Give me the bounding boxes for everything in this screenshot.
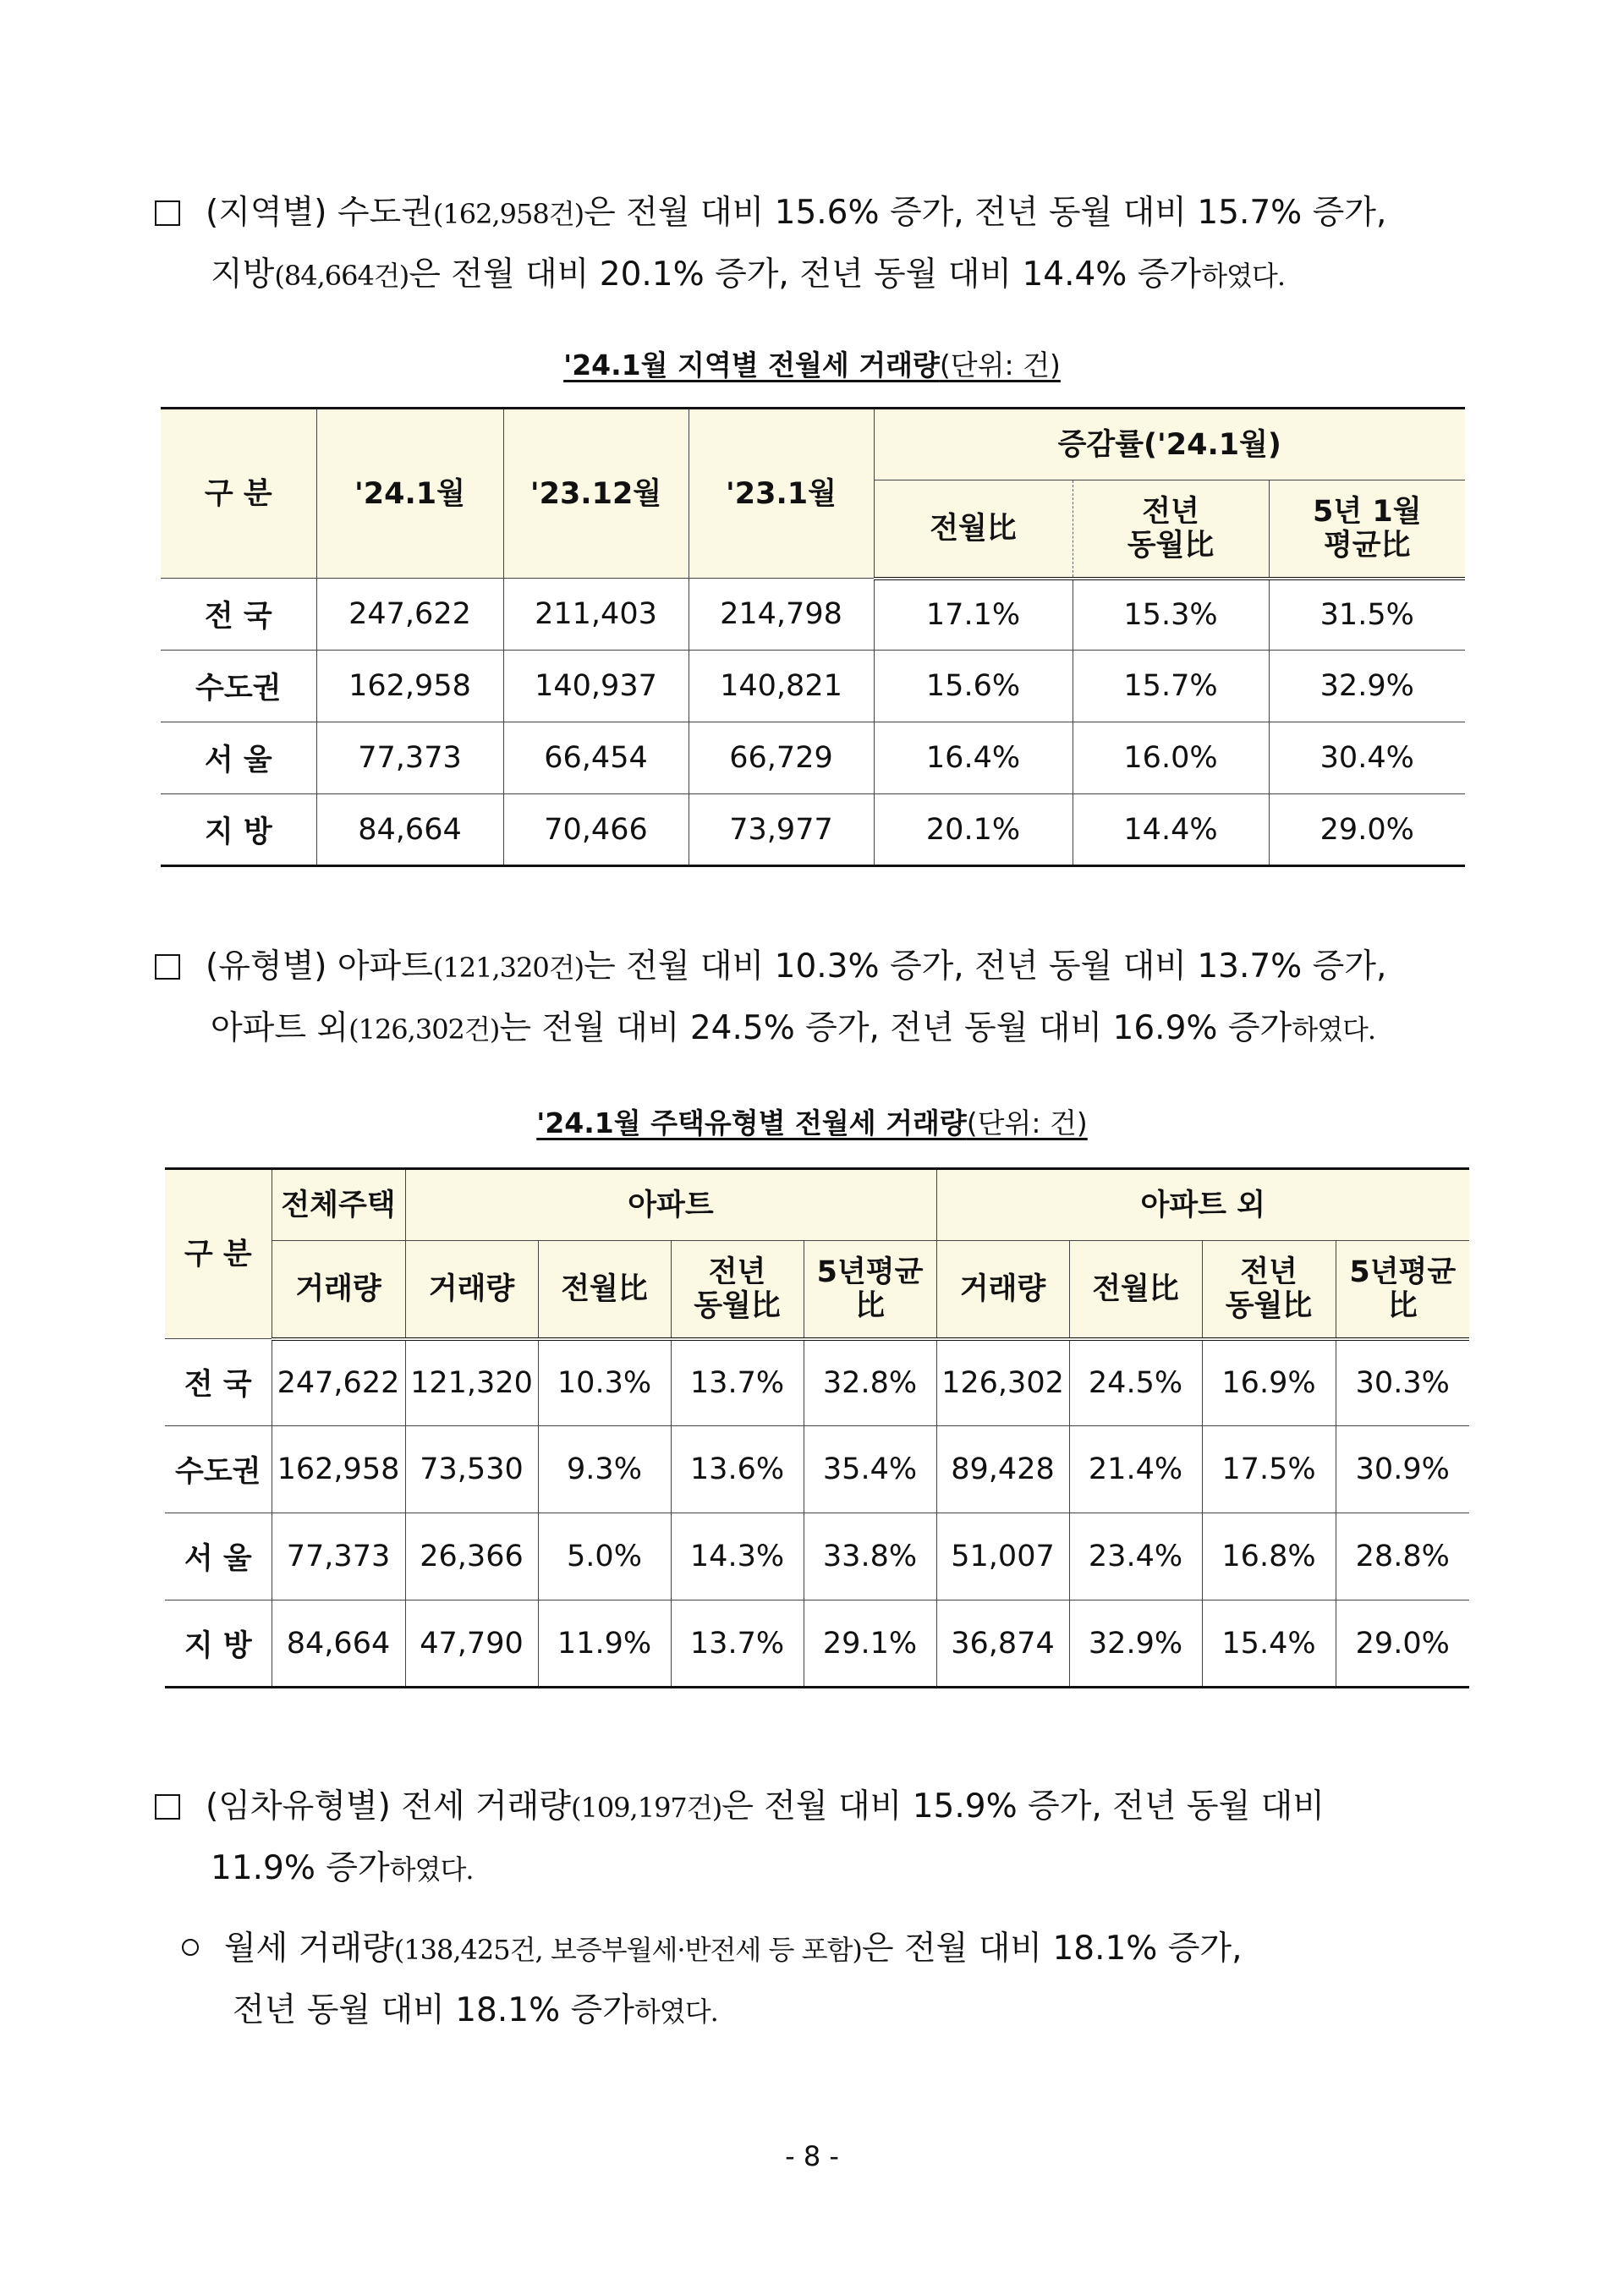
cell: 66,454: [503, 722, 689, 794]
table-row: [165, 1513, 1469, 1600]
cell: 17.1%: [874, 579, 1073, 651]
paragraph-line: 아파트 외(126,302건)는 전월 대비 24.5% 증가, 전년 동월 대비 16.9% 증가하였다.: [211, 1009, 1376, 1047]
cell: 32.9%: [1269, 651, 1465, 722]
cell: 15.4%: [1202, 1600, 1336, 1688]
table-caption: [0, 1101, 1624, 1141]
header-yoy: 전년 동월比: [1202, 1241, 1336, 1339]
cell: 13.7%: [671, 1339, 804, 1426]
cell: 16.8%: [1202, 1513, 1336, 1600]
cell: 89,428: [936, 1426, 1069, 1513]
header-volume: 거래량: [405, 1241, 538, 1339]
cell: 47,790: [405, 1600, 538, 1688]
paragraph-line: 지방(84,664건)은 전월 대비 20.1% 증가, 전년 동월 대비 14.4% 증가하였다.: [211, 255, 1286, 294]
header-yoy: 전년 동월比: [671, 1241, 804, 1339]
header-avg5: 5년 1월 평균比: [1269, 480, 1465, 579]
cell: 26,366: [405, 1513, 538, 1600]
table-title: '24.1월 주택유형별 전월세 거래량: [536, 1106, 967, 1139]
cell: 247,622: [316, 579, 503, 651]
checkbox-bullet-icon: [155, 954, 180, 980]
cell: 14.3%: [671, 1513, 804, 1600]
cell: 126,302: [936, 1339, 1069, 1426]
cell: 73,530: [405, 1426, 538, 1513]
cell: 33.8%: [804, 1513, 936, 1600]
header-col-2: '23.12월: [503, 409, 689, 579]
cell: 247,622: [272, 1339, 405, 1426]
header-mom: 전월比: [538, 1241, 671, 1339]
cell: 15.6%: [874, 651, 1073, 722]
header-avg5: 5년평균 比: [1336, 1241, 1469, 1339]
cell: 35.4%: [804, 1426, 936, 1513]
header-yoy: 전년 동월比: [1073, 480, 1269, 579]
header-gubun: 구 분: [165, 1169, 272, 1339]
row-label: 수도권: [165, 1426, 272, 1513]
cell: 11.9%: [538, 1600, 671, 1688]
row-label: 전 국: [165, 1339, 272, 1426]
header-total-housing: 전체주택: [272, 1169, 405, 1241]
cell: 13.6%: [671, 1426, 804, 1513]
cell: 15.7%: [1073, 651, 1269, 722]
header-avg5: 5년평균 比: [804, 1241, 936, 1339]
cell: 214,798: [689, 579, 874, 651]
row-label: 수도권: [161, 651, 316, 722]
cell: 211,403: [503, 579, 689, 651]
regional-transaction-table: [161, 407, 1465, 867]
row-label: 지 방: [165, 1600, 272, 1688]
cell: 30.9%: [1336, 1426, 1469, 1513]
header-non-apartment: 아파트 외: [936, 1169, 1469, 1241]
cell: 29.0%: [1269, 794, 1465, 866]
cell: 13.7%: [671, 1600, 804, 1688]
table-row: [165, 1339, 1469, 1426]
cell: 10.3%: [538, 1339, 671, 1426]
cell: 16.0%: [1073, 722, 1269, 794]
paragraph-monthly-rent: [182, 1919, 1518, 2042]
paragraph-lease-type: [155, 1776, 1491, 1900]
cell: 17.5%: [1202, 1426, 1336, 1513]
header-volume: 거래량: [272, 1241, 405, 1339]
cell: 15.3%: [1073, 579, 1269, 651]
cell: 140,937: [503, 651, 689, 722]
header-col-1: '24.1월: [316, 409, 503, 579]
page-number: - 8 -: [785, 2140, 839, 2172]
cell: 23.4%: [1069, 1513, 1202, 1600]
cell: 29.0%: [1336, 1600, 1469, 1688]
row-label: 전 국: [161, 579, 316, 651]
cell: 32.9%: [1069, 1600, 1202, 1688]
table-row: [165, 1600, 1469, 1688]
cell: 121,320: [405, 1339, 538, 1426]
header-volume: 거래량: [936, 1241, 1069, 1339]
housing-type-transaction-table: [165, 1167, 1469, 1688]
cell: 77,373: [316, 722, 503, 794]
header-mom: 전월比: [874, 480, 1073, 579]
cell: 162,958: [316, 651, 503, 722]
table-row: [165, 1426, 1469, 1513]
paragraph-line: 전년 동월 대비 18.1% 증가하였다.: [233, 1991, 718, 2029]
circle-bullet-icon: [182, 1939, 199, 1956]
paragraph-line: (지역별) 수도권(162,958건)은 전월 대비 15.6% 증가, 전년 동월 대비 15.7% 증가,: [155, 183, 1491, 244]
header-change-rate: 증감률('24.1월): [874, 409, 1465, 480]
cell: 73,977: [689, 794, 874, 866]
cell: 31.5%: [1269, 579, 1465, 651]
cell: 14.4%: [1073, 794, 1269, 866]
cell: 30.4%: [1269, 722, 1465, 794]
table-row: [161, 651, 1465, 722]
table-unit: (단위: 건): [966, 1106, 1088, 1139]
cell: 20.1%: [874, 794, 1073, 866]
cell: 30.3%: [1336, 1339, 1469, 1426]
cell: 66,729: [689, 722, 874, 794]
paragraph-region: [155, 183, 1491, 306]
table-caption: [0, 343, 1624, 383]
row-label: 서 울: [161, 722, 316, 794]
header-col-3: '23.1월: [689, 409, 874, 579]
cell: 9.3%: [538, 1426, 671, 1513]
header-mom: 전월比: [1069, 1241, 1202, 1339]
paragraph-line: (유형별) 아파트(121,320건)는 전월 대비 10.3% 증가, 전년 동월 대비 13.7% 증가,: [155, 936, 1491, 998]
paragraph-type: [155, 936, 1491, 1060]
cell: 21.4%: [1069, 1426, 1202, 1513]
cell: 70,466: [503, 794, 689, 866]
table-row: [161, 794, 1465, 866]
paragraph-line: 11.9% 증가하였다.: [211, 1849, 474, 1887]
cell: 29.1%: [804, 1600, 936, 1688]
table-unit: (단위: 건): [939, 349, 1061, 382]
cell: 84,664: [272, 1600, 405, 1688]
cell: 36,874: [936, 1600, 1069, 1688]
table-title: '24.1월 지역별 전월세 거래량: [563, 349, 940, 382]
cell: 77,373: [272, 1513, 405, 1600]
row-label: 지 방: [161, 794, 316, 866]
row-label: 서 울: [165, 1513, 272, 1600]
table-row: [161, 722, 1465, 794]
header-gubun: 구 분: [161, 409, 316, 579]
cell: 16.4%: [874, 722, 1073, 794]
paragraph-line: (임차유형별) 전세 거래량(109,197건)은 전월 대비 15.9% 증가, 전년 동월 대비: [155, 1776, 1491, 1838]
checkbox-bullet-icon: [155, 200, 180, 226]
cell: 51,007: [936, 1513, 1069, 1600]
cell: 28.8%: [1336, 1513, 1469, 1600]
header-apartment: 아파트: [405, 1169, 936, 1241]
cell: 140,821: [689, 651, 874, 722]
cell: 5.0%: [538, 1513, 671, 1600]
checkbox-bullet-icon: [155, 1794, 180, 1820]
paragraph-line: 월세 거래량(138,425건, 보증부월세·반전세 등 포함)은 전월 대비 18.1% 증가,: [182, 1919, 1518, 1980]
cell: 162,958: [272, 1426, 405, 1513]
cell: 84,664: [316, 794, 503, 866]
table-row: [161, 579, 1465, 651]
cell: 32.8%: [804, 1339, 936, 1426]
cell: 24.5%: [1069, 1339, 1202, 1426]
cell: 16.9%: [1202, 1339, 1336, 1426]
